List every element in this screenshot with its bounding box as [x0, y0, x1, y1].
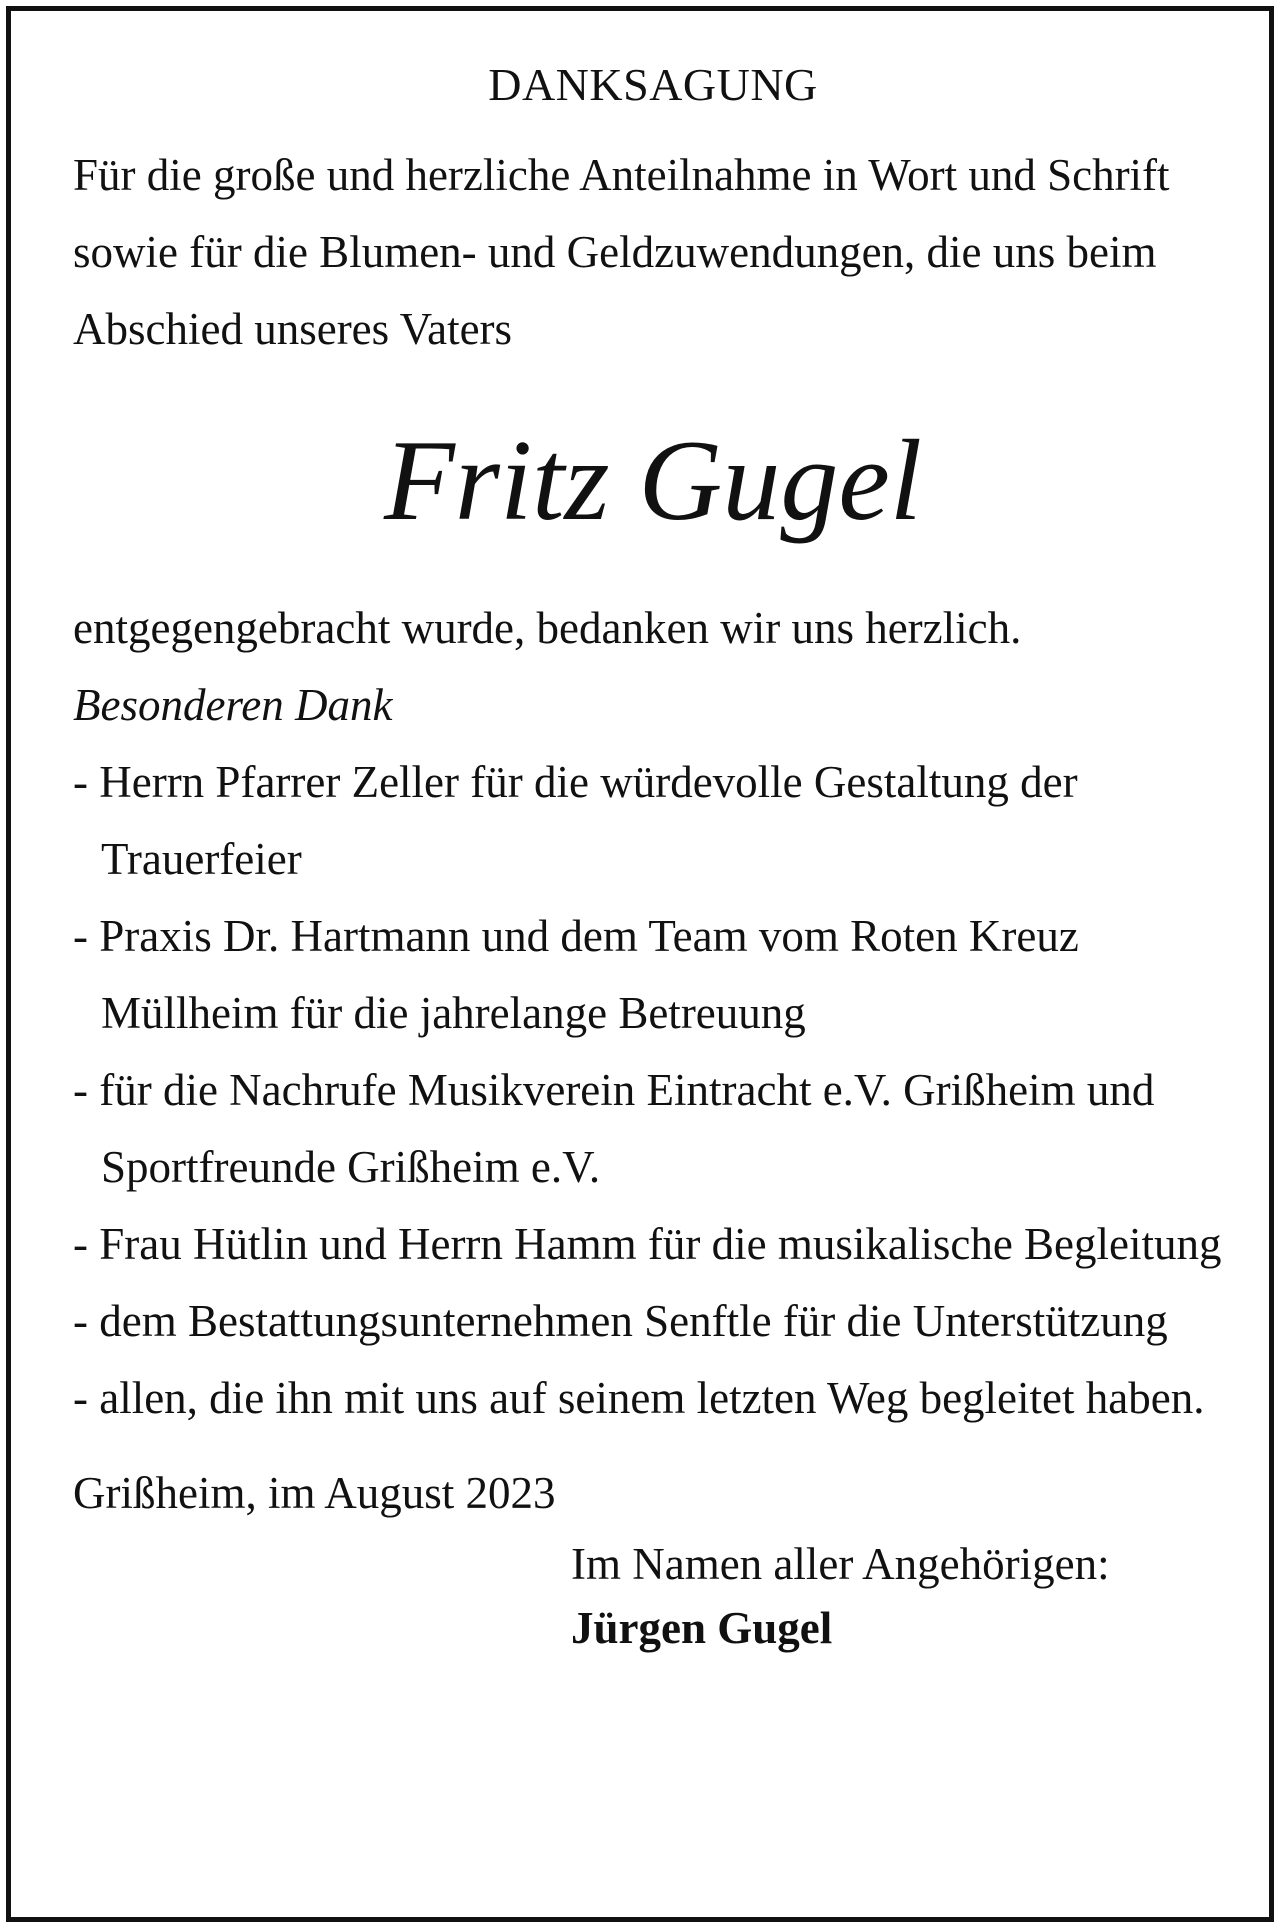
thanks-item: - Praxis Dr. Hartmann und dem Team vom Roten Kreuz Müllheim für die jahrelange Betreuung	[73, 911, 1079, 1038]
signer-name: Jürgen Gugel	[571, 1603, 833, 1653]
signature-intro: Im Namen aller Angehörigen:	[571, 1539, 1110, 1589]
thanks-heading: Besonderen Dank	[73, 680, 393, 730]
thanks-item: - Herrn Pfarrer Zeller für die würdevolle Gestaltung der Trauerfeier	[73, 757, 1078, 884]
closing-text: entgegengebracht wurde, bedanken wir uns herzlich.	[73, 603, 1022, 653]
thanks-list	[73, 744, 1233, 1437]
intro-text: Für die große und herzliche Anteilnahme in Wort und Schrift sowie für die Blumen- und Geldzuwendungen, die uns beim Abschied unseres Vaters	[73, 150, 1170, 354]
thanks-item: - Frau Hütlin und Herrn Hamm für die musikalische Begleitung	[73, 1219, 1222, 1269]
thanks-item: - allen, die ihn mit uns auf seinem letzten Weg begleitet haben.	[73, 1373, 1205, 1423]
thanks-item: - für die Nachrufe Musikverein Eintracht e.V. Grißheim und Sportfreunde Grißheim e.V.	[73, 1065, 1155, 1192]
deceased-name: Fritz Gugel	[383, 417, 923, 545]
thanks-item: - dem Bestattungsunternehmen Senftle für die Unterstützung	[73, 1296, 1168, 1346]
notice-heading: DANKSAGUNG	[488, 59, 818, 110]
notice-frame	[6, 6, 1274, 1922]
place-date: Grißheim, im August 2023	[73, 1468, 556, 1518]
notice-content	[73, 55, 1233, 1660]
signature-block	[571, 1532, 1233, 1660]
